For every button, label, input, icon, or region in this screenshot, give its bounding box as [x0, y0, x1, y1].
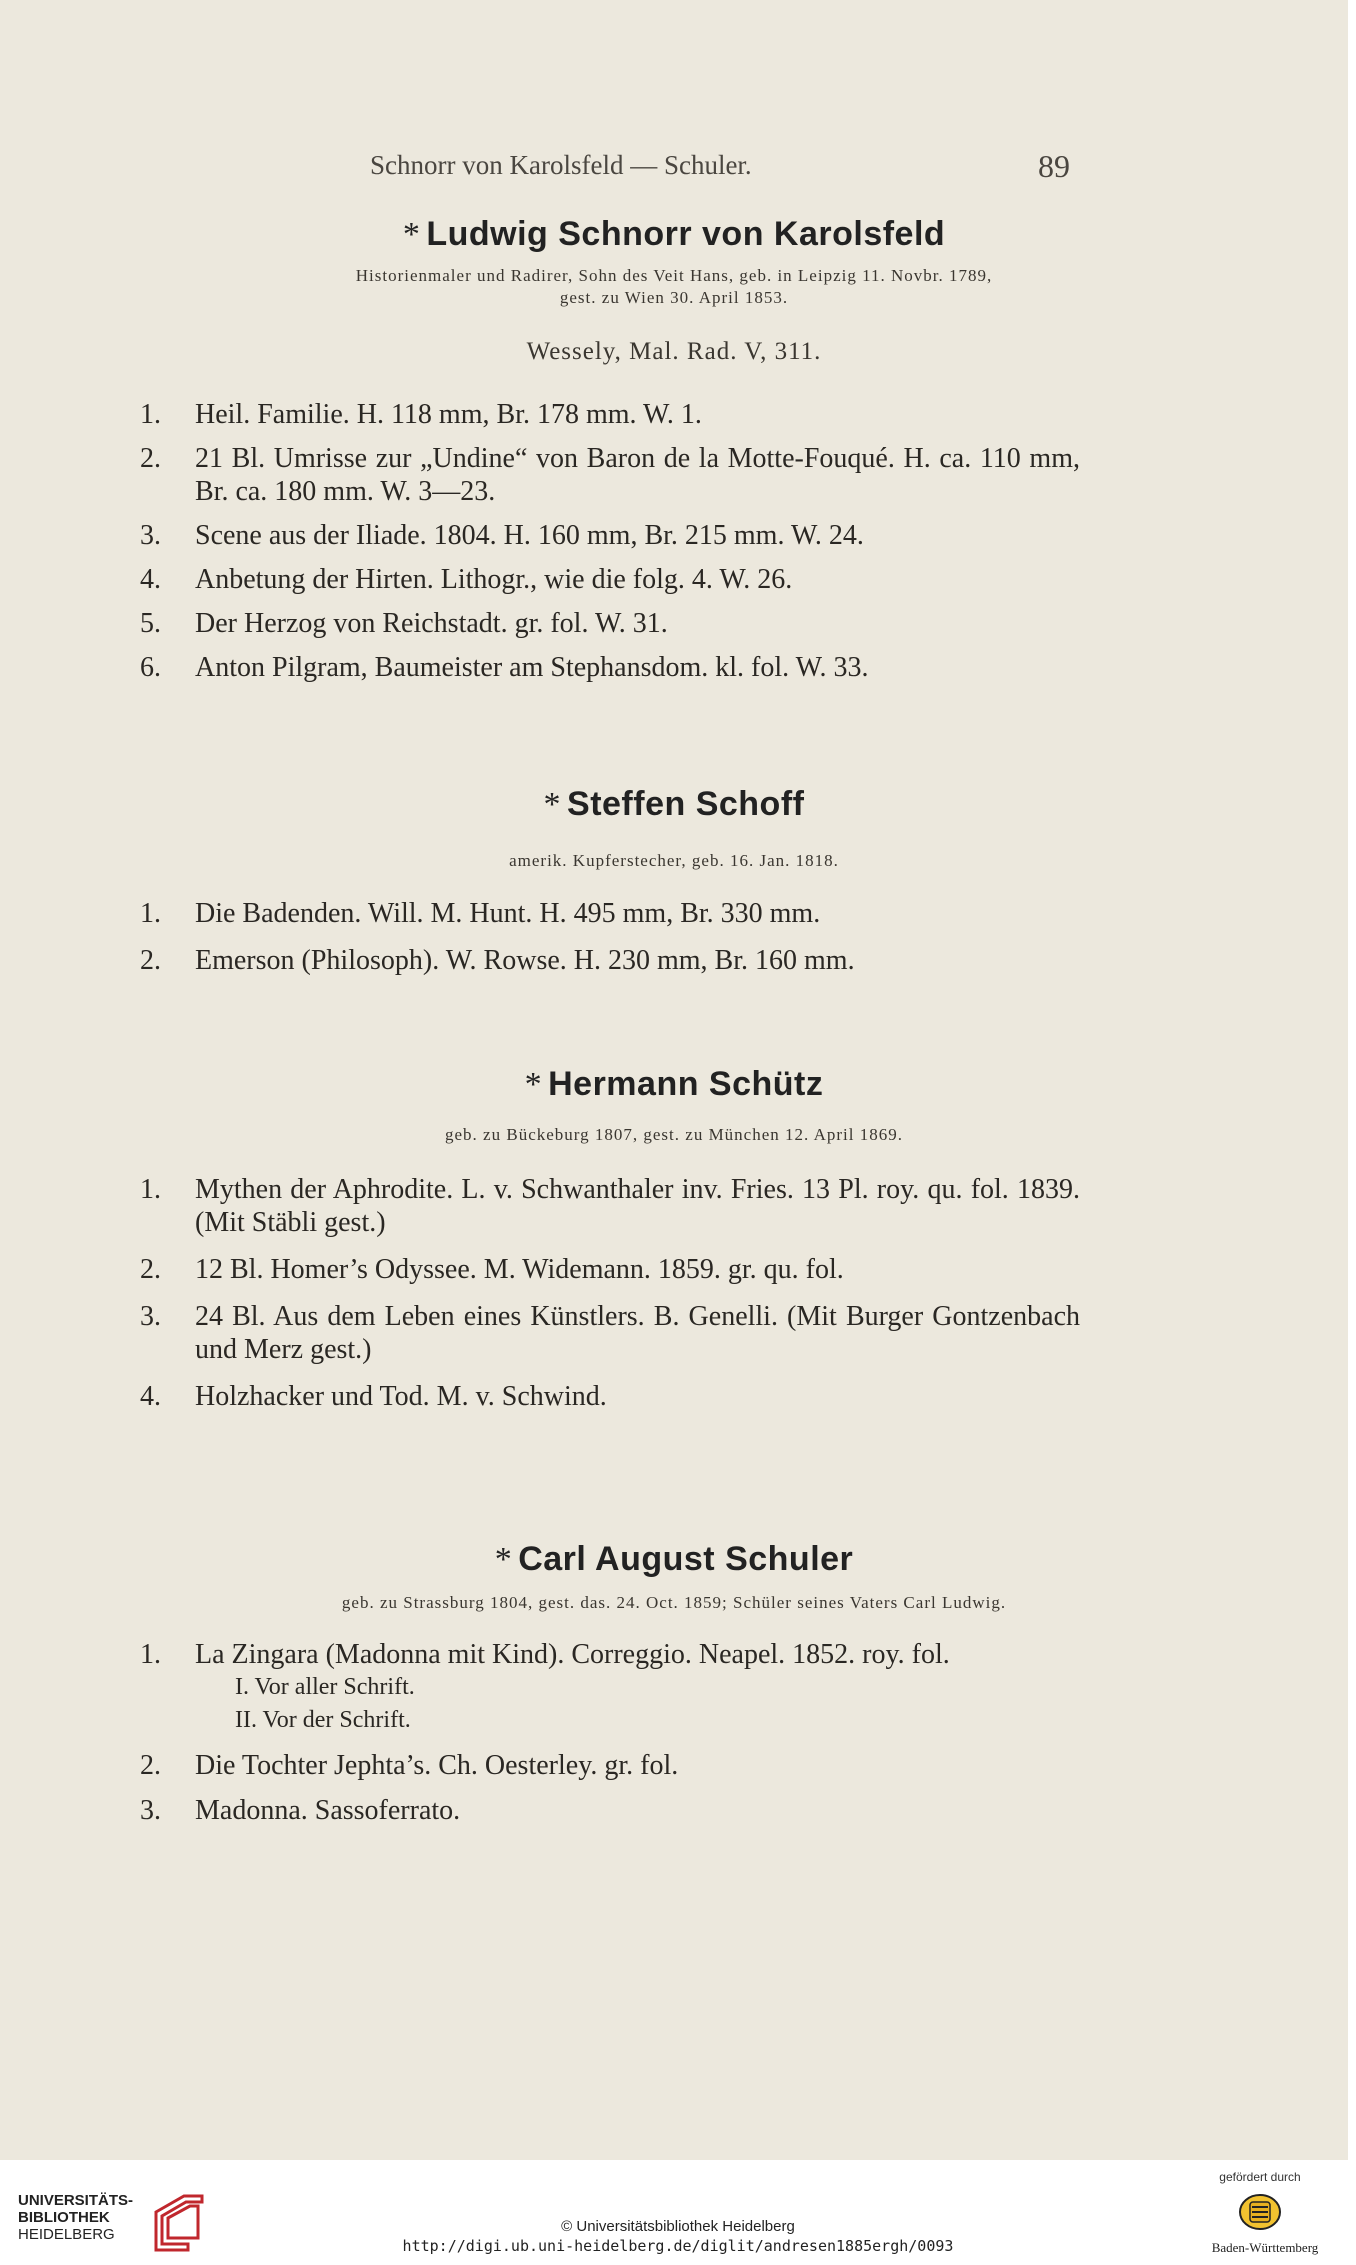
library-line: BIBLIOTHEK [18, 2209, 110, 2226]
coat-of-arms-icon [1238, 2190, 1282, 2234]
bio-line: amerik. Kupferstecher, geb. 16. Jan. 1818. [509, 851, 839, 870]
list-item: 3. 24 Bl. Aus dem Leben eines Künstlers. B. Genelli. (Mit Burger Gontzenbach und Merz gest.) [140, 1301, 1080, 1365]
section-heading-3 [0, 1065, 1348, 1104]
artist-bio-3 [0, 1124, 1348, 1146]
page-number: 89 [1038, 148, 1070, 184]
permalink-url[interactable]: http://digi.ub.uni-heidelberg.de/diglit/andresen1885ergh/0093 [402, 2237, 954, 2255]
list-item: 2. 12 Bl. Homer’s Odyssee. M. Widemann. 1859. gr. qu. fol. [140, 1254, 844, 1285]
list-item: 2. Emerson (Philosoph). W. Rowse. H. 230 mm, Br. 160 mm. [140, 945, 855, 976]
section-heading-1 [0, 215, 1348, 254]
entry-list-3 [140, 1173, 1080, 1413]
bio-line: geb. zu Strassburg 1804, gest. das. 24. Oct. 1859; Schüler seines Vaters Carl Ludwig. [341, 1593, 1007, 1612]
list-item: 2. Die Tochter Jephta’s. Ch. Oesterley. gr. fol. [140, 1750, 679, 1781]
library-line: HEIDELBERG [18, 2226, 115, 2243]
list-item: 1. La Zingara (Madonna mit Kind). Correggio. Neapel. 1852. roy. fol. [140, 1639, 950, 1670]
running-head-title: Schnorr von Karolsfeld — Schuler. [370, 150, 752, 180]
list-item: 4. Anbetung der Hirten. Lithogr., wie die folg. 4. W. 26. [140, 564, 793, 595]
list-item: 6. Anton Pilgram, Baumeister am Stephansdom. kl. fol. W. 33. [140, 652, 869, 683]
funder-name: Baden-Württemberg [1211, 2240, 1319, 2255]
bio-line: geb. zu Bückeburg 1807, gest. zu München 12. April 1869. [445, 1125, 903, 1144]
artist-bio-2 [0, 850, 1348, 872]
entry-list-1 [140, 398, 1080, 684]
artist-name: * Steffen Schoff [543, 785, 805, 823]
section-heading-2 [0, 785, 1348, 824]
list-item: 5. Der Herzog von Reichstadt. gr. fol. W. 31. [140, 608, 668, 639]
list-item: 3. Madonna. Sassoferrato. [140, 1795, 461, 1826]
list-item: 2. 21 Bl. Umrisse zur „Undine“ von Baron de la Motte-Fouqué. H. ca. 110 mm, Br. ca. 180 mm. W. 3—23. [140, 443, 1080, 507]
library-line: UNIVERSITÄTS- [18, 2192, 134, 2209]
list-item: 1. Die Badenden. Will. M. Hunt. H. 495 mm, Br. 330 mm. [140, 898, 821, 929]
artist-bio-4 [0, 1592, 1348, 1614]
list-item: 1. Heil. Familie. H. 118 mm, Br. 178 mm. W. 1. [140, 399, 702, 430]
artist-name: * Carl August Schuler [494, 1540, 854, 1578]
section-heading-4 [0, 1540, 1348, 1579]
artist-name: * Hermann Schütz [524, 1065, 824, 1103]
list-item: 4. Holzhacker und Tod. M. v. Schwind. [140, 1381, 607, 1412]
state-line: II. Vor der Schrift. [235, 1707, 411, 1733]
artist-name: * Ludwig Schnorr von Karolsfeld [402, 215, 946, 253]
bio-line: Historienmaler und Radirer, Sohn des Veit Hans, geb. in Leipzig 11. Novbr. 1789, [355, 266, 993, 285]
reference-1: Wessely, Mal. Rad. V, 311. [526, 338, 822, 365]
funded-by-label: gefördert durch [1219, 2170, 1301, 2184]
bio-line: gest. zu Wien 30. April 1853. [559, 288, 789, 307]
entry-list-2 [140, 897, 1080, 977]
copyright-text: © Universitätsbibliothek Heidelberg [561, 2218, 795, 2235]
list-item: 3. Scene aus der Iliade. 1804. H. 160 mm, Br. 215 mm. W. 24. [140, 520, 864, 551]
state-line: I. Vor aller Schrift. [235, 1674, 415, 1700]
artist-bio-1 [0, 265, 1348, 309]
list-item: 1. Mythen der Aphrodite. L. v. Schwanthaler inv. Fries. 13 Pl. roy. qu. fol. 1839. (Mit Stäbli gest.) [140, 1174, 1080, 1238]
entry-list-4 [140, 1638, 1080, 1827]
